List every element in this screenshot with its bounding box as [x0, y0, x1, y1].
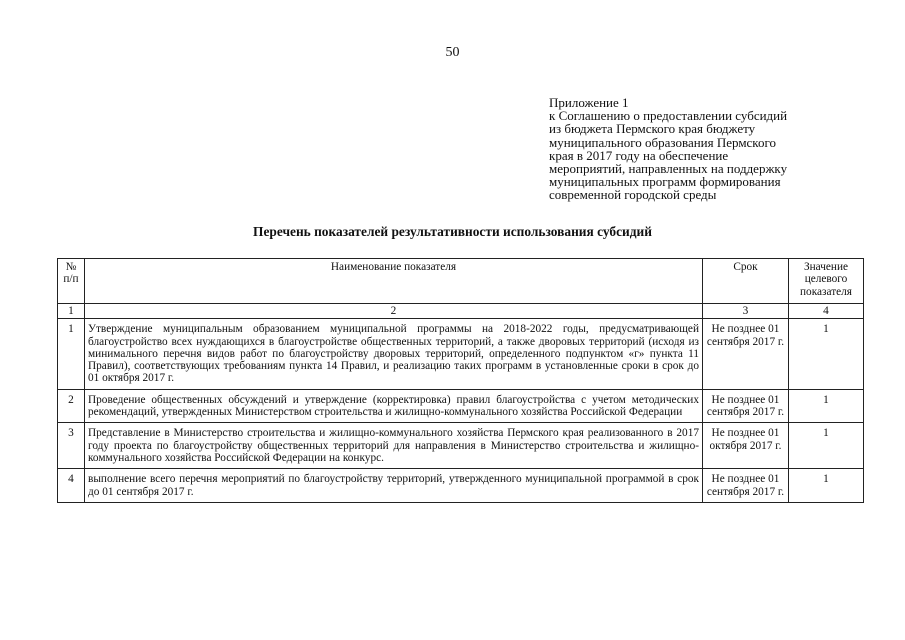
row-num: 1 — [58, 319, 85, 389]
table-row — [58, 389, 864, 423]
indicators-table — [57, 258, 864, 503]
row-num: 4 — [58, 469, 85, 503]
row-term: Не позднее 01 сентября 2017 г. — [703, 319, 789, 389]
appendix-line: из бюджета Пермского края бюджету — [549, 121, 756, 137]
table-header-row — [58, 259, 864, 304]
header-term: Срок — [703, 259, 789, 304]
table-row — [58, 469, 864, 503]
row-value: 1 — [789, 423, 864, 469]
table-row — [58, 423, 864, 469]
appendix-line: к Соглашению о предоставлении субсидий — [549, 108, 788, 124]
header-num: № п/п — [58, 259, 85, 304]
column-index-row — [58, 304, 864, 319]
row-name: Представление в Министерство строительства и жилищно-коммунального хозяйства Пермского края реализованного в 2017 году проекта по благоустройству общественных территорий для направления в Министерство строительства и жилищно-коммунального хозяйства Российской Федерации на конкурс. — [85, 423, 703, 469]
row-num: 3 — [58, 423, 85, 469]
column-index: 1 — [58, 304, 85, 319]
page-number: 50 — [445, 45, 460, 60]
row-value: 1 — [789, 319, 864, 389]
table-row — [58, 319, 864, 389]
document-title: Перечень показателей результативности использования субсидий — [253, 224, 652, 239]
row-value: 1 — [789, 389, 864, 423]
appendix-line: Приложение 1 — [549, 95, 629, 110]
column-index: 2 — [85, 304, 703, 319]
appendix-line: мероприятий, направленных на поддержку — [549, 161, 788, 177]
row-term: Не позднее 01 сентября 2017 г. — [703, 389, 789, 423]
row-name: Проведение общественных обсуждений и утверждение (корректировка) правил благоустройства с учетом методических рекомендаций, утвержденных Министерством строительства и жилищно-коммунального хозяйства Российской Федерации — [85, 389, 703, 423]
appendix-line: края в 2017 году на обеспечение — [549, 147, 729, 163]
header-value: Значение целевого показателя — [789, 259, 864, 304]
row-name: Утверждение муниципальным образованием муниципальной программы на 2018-2022 годы, предусматривающей благоустройство всех нуждающихся в благоустройстве общественных территорий, а также дворовых территорий (исходя из минимального перечня видов работ по благоустройству дворовых территорий, определенного подпунктом «г» пункта 11 Правил), соответствующих требованиям пункта 14 Правил, и реализацию таких программ в установленные сроки в срок до 01 октября 2017 г. — [85, 319, 703, 389]
row-term: Не позднее 01 октября 2017 г. — [703, 423, 789, 469]
header-name: Наименование показателя — [85, 259, 703, 304]
appendix-line: муниципальных программ формирования — [549, 174, 781, 190]
appendix-note — [549, 96, 849, 202]
row-term: Не позднее 01 сентября 2017 г. — [703, 469, 789, 503]
row-num: 2 — [58, 389, 85, 423]
column-index: 4 — [789, 304, 864, 319]
row-name: выполнение всего перечня мероприятий по благоустройству территорий, утвержденного муниципальной программой в срок до 01 сентября 2017 г. — [85, 469, 703, 503]
row-value: 1 — [789, 469, 864, 503]
appendix-line: муниципального образования Пермского — [549, 134, 776, 150]
column-index: 3 — [703, 304, 789, 319]
appendix-line: современной городской среды — [549, 187, 717, 203]
